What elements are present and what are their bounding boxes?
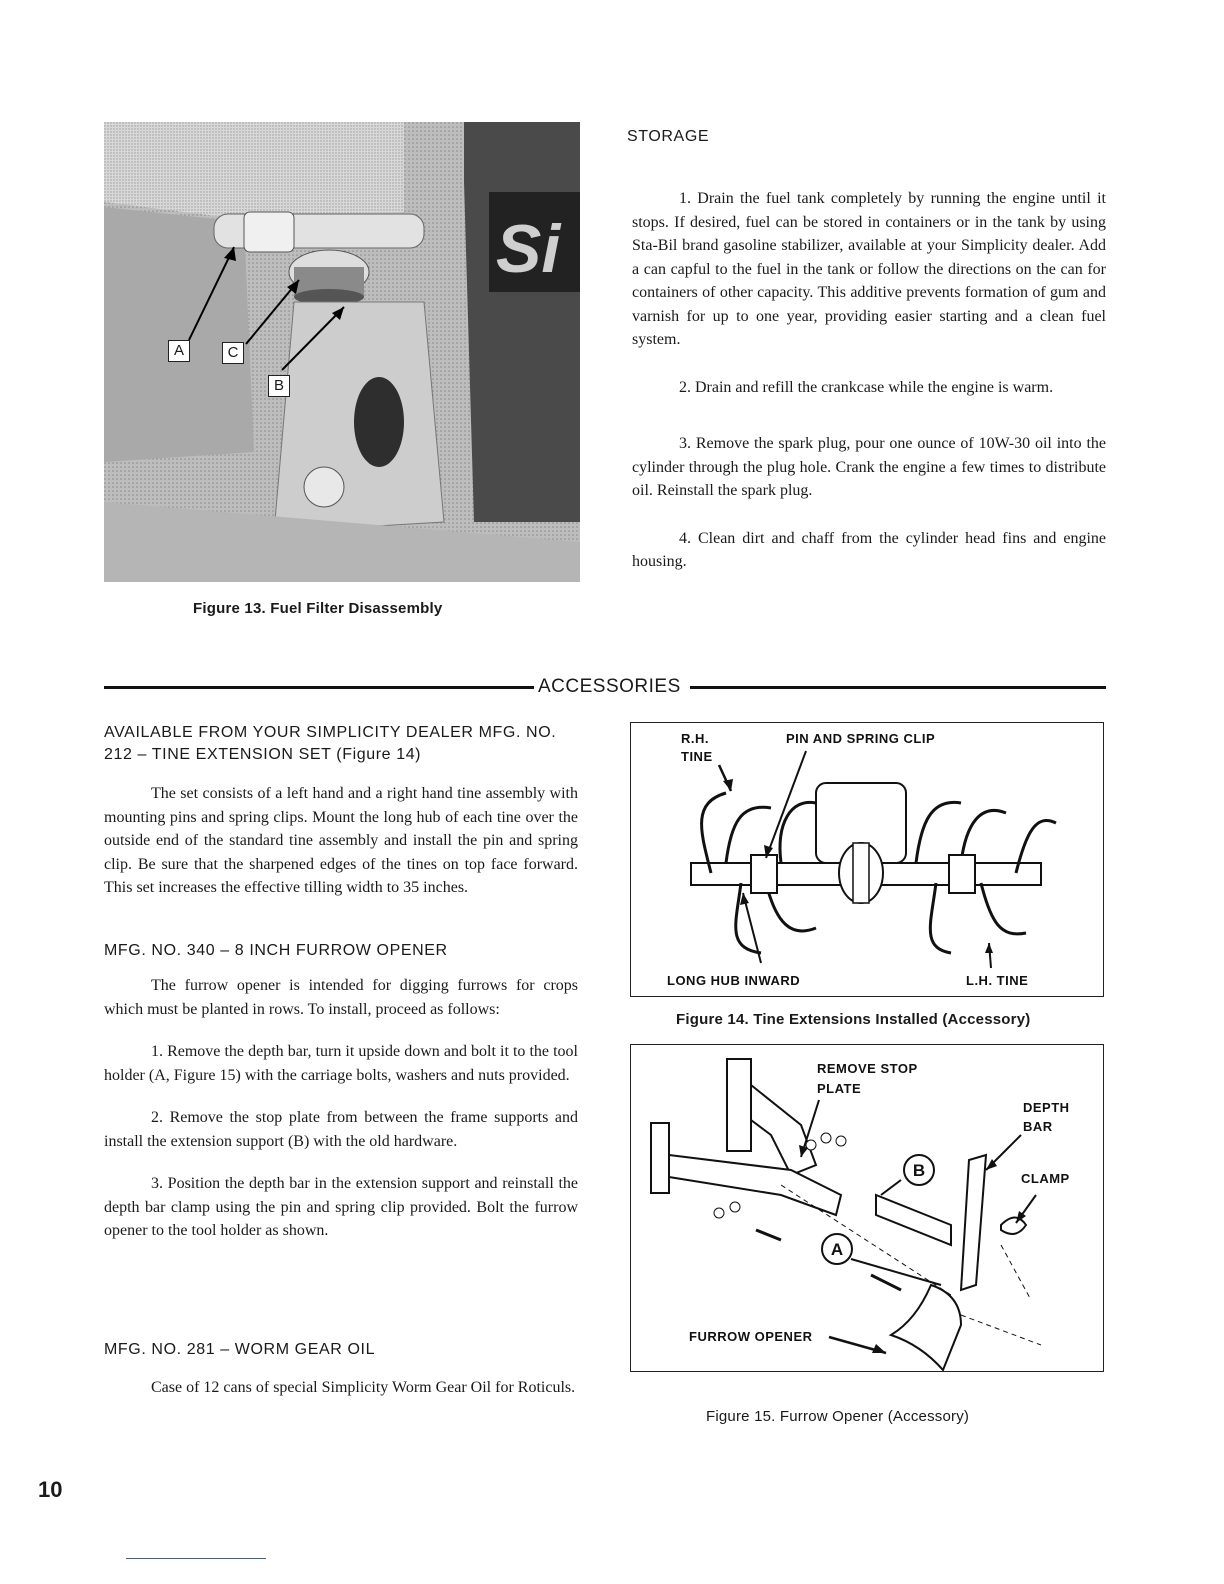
tine-extension-diagram <box>631 723 1105 998</box>
fig15-label-furrow-opener: FURROW OPENER <box>689 1329 813 1344</box>
engine-logo-text: Si <box>496 211 561 287</box>
fig15-label-remove-stop: REMOVE STOP <box>817 1061 918 1076</box>
figure-13-label-a: A <box>168 340 190 362</box>
fig14-label-long-hub: LONG HUB INWARD <box>667 973 801 988</box>
fig15-callout-a: A <box>830 1240 844 1259</box>
tine-set-text-block <box>104 782 578 900</box>
fig15-label-plate: PLATE <box>817 1081 862 1096</box>
furrow-step-2: 2. Remove the stop plate from between the frame supports and install the extension support (B) with the old hardware. <box>104 1109 578 1150</box>
tine-set-heading: AVAILABLE FROM YOUR SIMPLICITY DEALER MFG. NO. 212 – TINE EXTENSION SET (Figure 14) <box>104 724 557 763</box>
accessories-rule-left <box>104 686 534 689</box>
furrow-intro: The furrow opener is intended for digging furrows for crops which must be planted in rows. To install, proceed as follows: <box>104 977 578 1018</box>
furrow-opener-heading: MFG. NO. 340 – 8 INCH FURROW OPENER <box>104 942 448 959</box>
accessories-rule-right <box>690 686 1106 689</box>
tine-set-text: The set consists of a left hand and a right hand tine assembly with mounting pins and spring clips. Mount the long hub of each tine over the outside end of the standard tine assembly and install the pin and spring clip. Be sure that the sharpened edges of the tines on top face forward. This set increases the effective tilling width to 35 inches. <box>104 785 578 896</box>
fig15-label-bar: BAR <box>1023 1119 1053 1134</box>
figure-13-label-b: B <box>268 375 290 397</box>
storage-item-1: 1. Drain the fuel tank completely by running the engine until it stops. If desired, fuel can be stored in containers or in the tank by using Sta-Bil brand gasoline stabilizer, available at your Simplicity dealer. Add a can capful to the fuel in the tank or follow the directions on the can for containers of other capacity. This additive prevents formation of gum and varnish for up to one year, providing easier starting and a clean fuel system. <box>632 190 1106 348</box>
furrow-step-1: 1. Remove the depth bar, turn it upside down and bolt it to the tool holder (A, Figure 15) with the carriage bolts, washers and nuts provided. <box>104 1043 578 1084</box>
fig15-label-depth: DEPTH <box>1023 1100 1070 1115</box>
worm-gear-oil-heading: MFG. NO. 281 – WORM GEAR OIL <box>104 1341 376 1358</box>
fig14-label-lh-tine: L.H. TINE <box>966 973 1029 988</box>
furrow-step-3: 3. Position the depth bar in the extension support and reinstall the depth bar clamp using the pin and spring clip provided. Bolt the furrow opener to the tool holder as shown. <box>104 1175 578 1239</box>
fig15-label-clamp: CLAMP <box>1021 1171 1070 1186</box>
figure-15-caption: Figure 15. Furrow Opener (Accessory) <box>706 1408 970 1425</box>
fig14-label-rh: R.H. <box>681 731 709 746</box>
storage-item-4: 4. Clean dirt and chaff from the cylinder head fins and engine housing. <box>632 529 1106 570</box>
figure-15-frame <box>630 1044 1104 1372</box>
storage-heading: STORAGE <box>627 128 710 145</box>
figure-13-caption: Figure 13. Fuel Filter Disassembly <box>193 600 443 617</box>
page-number: 10 <box>38 1477 63 1502</box>
furrow-opener-diagram <box>631 1045 1105 1373</box>
worm-gear-oil-text-block <box>104 1376 578 1400</box>
figure-14-frame <box>630 722 1104 997</box>
worm-gear-oil-text: Case of 12 cans of special Simplicity Worm Gear Oil for Roticuls. <box>151 1379 576 1396</box>
fig14-label-pin-clip: PIN AND SPRING CLIP <box>786 731 936 746</box>
accessories-title: ACCESSORIES <box>538 676 681 697</box>
figure-13-photo <box>104 122 580 582</box>
fig15-callout-b: B <box>912 1161 926 1180</box>
furrow-opener-text-block <box>104 974 578 1243</box>
storage-item-2: 2. Drain and refill the crankcase while the engine is warm. <box>679 378 1054 396</box>
fig14-label-rh-tine: TINE <box>681 749 713 764</box>
storage-item-3: 3. Remove the spark plug, pour one ounce of 10W-30 oil into the cylinder through the plug hole. Crank the engine a few times to distribute oil. Reinstall the spark plug. <box>632 435 1106 499</box>
storage-section <box>632 187 1106 574</box>
figure-14-caption: Figure 14. Tine Extensions Installed (Accessory) <box>676 1011 1031 1028</box>
figure-13-label-c: C <box>222 342 244 364</box>
footer-line <box>126 1558 266 1559</box>
